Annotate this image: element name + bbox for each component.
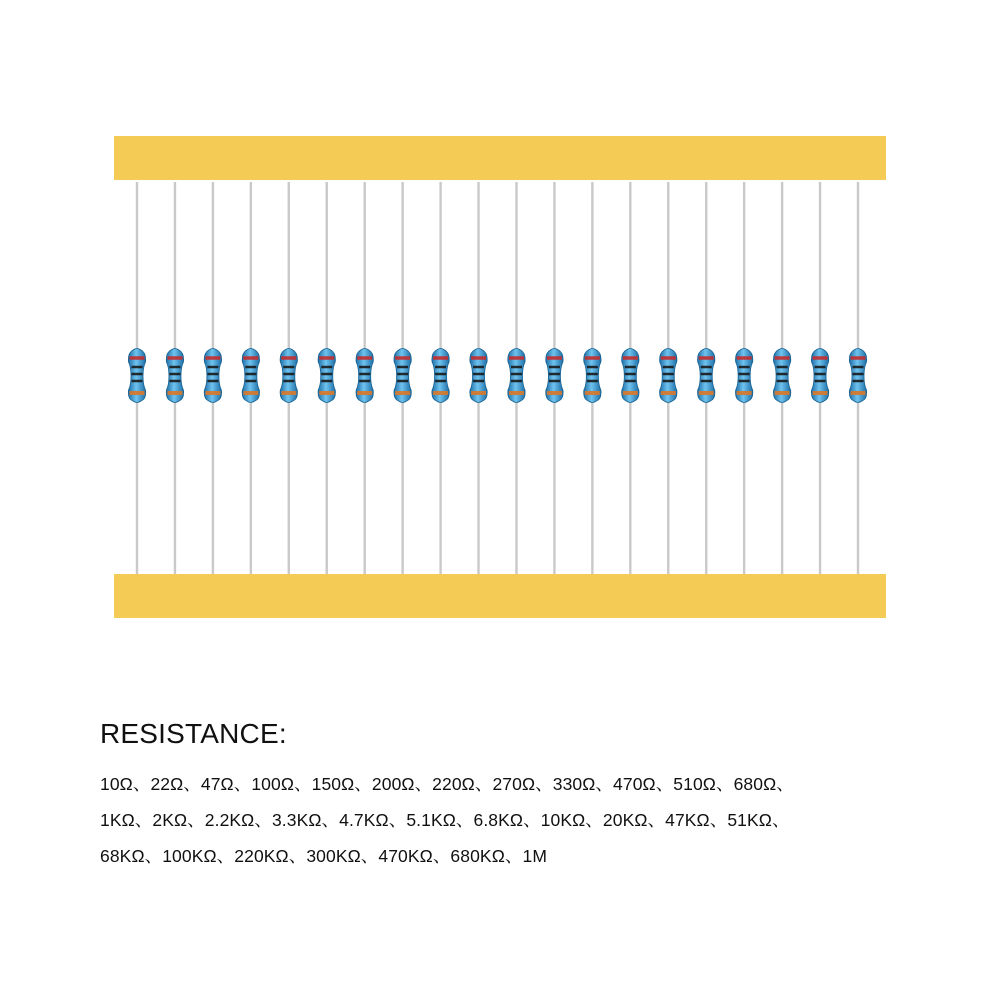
color-band <box>739 366 750 369</box>
color-band <box>321 366 332 369</box>
color-band <box>283 380 294 383</box>
color-band <box>511 366 522 369</box>
color-band <box>243 391 258 395</box>
color-band <box>283 373 294 376</box>
color-band <box>509 391 524 395</box>
resistor <box>546 349 563 403</box>
color-band <box>473 380 484 383</box>
color-band <box>245 373 256 376</box>
color-band <box>853 380 864 383</box>
resistor <box>773 349 790 403</box>
color-band <box>585 391 600 395</box>
color-band <box>813 356 828 360</box>
color-band <box>623 391 638 395</box>
color-band <box>167 391 182 395</box>
color-band <box>625 373 636 376</box>
color-band <box>169 380 180 383</box>
color-band <box>851 391 866 395</box>
color-band <box>359 380 370 383</box>
color-band <box>775 391 790 395</box>
color-band <box>435 380 446 383</box>
color-band <box>397 380 408 383</box>
resistor <box>128 349 145 403</box>
color-band <box>359 366 370 369</box>
color-band <box>815 380 826 383</box>
color-band <box>319 356 334 360</box>
color-band <box>547 356 562 360</box>
color-band <box>281 391 296 395</box>
color-band <box>585 356 600 360</box>
resistance-values-line-1: 10Ω、22Ω、47Ω、100Ω、150Ω、200Ω、220Ω、270Ω、330Ω、470Ω、510Ω、680Ω、 <box>100 774 794 794</box>
color-band <box>587 380 598 383</box>
bottom-tape <box>114 574 886 618</box>
color-band <box>737 356 752 360</box>
color-band <box>549 373 560 376</box>
color-band <box>661 391 676 395</box>
resistor <box>584 349 601 403</box>
color-band <box>321 380 332 383</box>
color-band <box>205 356 220 360</box>
color-band <box>132 366 143 369</box>
color-band <box>853 366 864 369</box>
color-band <box>549 380 560 383</box>
color-band <box>207 373 218 376</box>
resistor <box>849 349 866 403</box>
resistor <box>660 349 677 403</box>
color-band <box>167 356 182 360</box>
color-band <box>547 391 562 395</box>
color-band <box>319 391 334 395</box>
color-band <box>661 356 676 360</box>
color-band <box>587 366 598 369</box>
color-band <box>169 373 180 376</box>
color-band <box>663 373 674 376</box>
color-band <box>473 373 484 376</box>
color-band <box>207 380 218 383</box>
color-band <box>511 373 522 376</box>
color-band <box>357 391 372 395</box>
color-band <box>777 373 788 376</box>
color-band <box>132 373 143 376</box>
color-band <box>587 373 598 376</box>
color-band <box>473 366 484 369</box>
color-band <box>395 356 410 360</box>
resistor <box>204 349 221 403</box>
color-band <box>511 380 522 383</box>
color-band <box>321 373 332 376</box>
color-band <box>433 391 448 395</box>
color-band <box>777 380 788 383</box>
resistor <box>508 349 525 403</box>
color-band <box>701 380 712 383</box>
color-band <box>281 356 296 360</box>
color-band <box>625 366 636 369</box>
color-band <box>433 356 448 360</box>
resistance-heading: RESISTANCE: <box>100 718 287 749</box>
color-band <box>283 366 294 369</box>
color-band <box>397 366 408 369</box>
color-band <box>130 391 145 395</box>
color-band <box>471 391 486 395</box>
color-band <box>435 366 446 369</box>
color-band <box>699 391 714 395</box>
color-band <box>815 373 826 376</box>
color-band <box>739 373 750 376</box>
color-band <box>813 391 828 395</box>
color-band <box>663 380 674 383</box>
resistor <box>166 349 183 403</box>
resistor <box>470 349 487 403</box>
color-band <box>207 366 218 369</box>
resistor <box>736 349 753 403</box>
resistor <box>622 349 639 403</box>
color-band <box>435 373 446 376</box>
color-band <box>243 356 258 360</box>
resistor <box>242 349 259 403</box>
color-band <box>132 380 143 383</box>
color-band <box>701 366 712 369</box>
color-band <box>245 366 256 369</box>
color-band <box>471 356 486 360</box>
resistor <box>318 349 335 403</box>
resistor <box>356 349 373 403</box>
color-band <box>357 356 372 360</box>
resistor <box>432 349 449 403</box>
color-band <box>169 366 180 369</box>
resistor <box>394 349 411 403</box>
color-band <box>130 356 145 360</box>
color-band <box>245 380 256 383</box>
resistor <box>811 349 828 403</box>
color-band <box>623 356 638 360</box>
resistor-bodies <box>128 349 866 403</box>
color-band <box>549 366 560 369</box>
color-band <box>737 391 752 395</box>
color-band <box>815 366 826 369</box>
top-tape <box>114 136 886 180</box>
resistance-values-line-3: 68KΩ、100KΩ、220KΩ、300KΩ、470KΩ、680KΩ、1M <box>100 846 547 866</box>
color-band <box>663 366 674 369</box>
color-band <box>359 373 370 376</box>
color-band <box>509 356 524 360</box>
resistor <box>698 349 715 403</box>
color-band <box>625 380 636 383</box>
color-band <box>699 356 714 360</box>
resistance-values-line-2: 1KΩ、2KΩ、2.2KΩ、3.3KΩ、4.7KΩ、5.1KΩ、6.8KΩ、10KΩ、20KΩ、47KΩ、51KΩ、 <box>100 810 790 830</box>
color-band <box>395 391 410 395</box>
color-band <box>775 356 790 360</box>
color-band <box>205 391 220 395</box>
color-band <box>851 356 866 360</box>
color-band <box>739 380 750 383</box>
color-band <box>397 373 408 376</box>
color-band <box>701 373 712 376</box>
resistor <box>280 349 297 403</box>
color-band <box>777 366 788 369</box>
color-band <box>853 373 864 376</box>
